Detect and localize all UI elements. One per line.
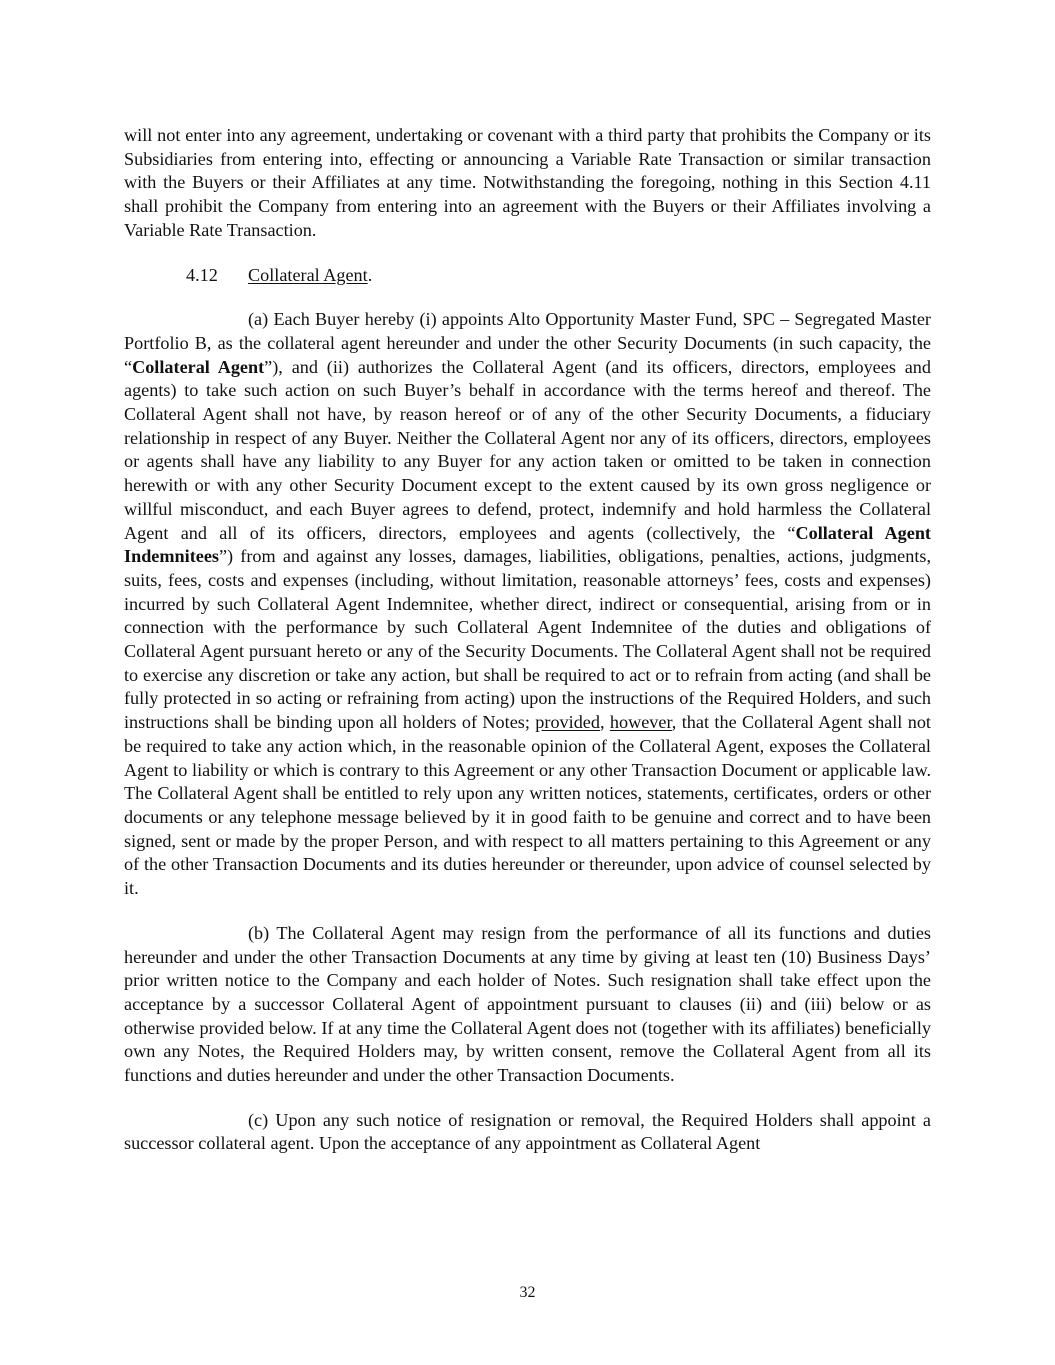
paragraph-continuation: will not enter into any agreement, undertaking or covenant with a third party that prohibits the Company or its Subsidiaries from entering into, effecting or announcing a Variable Rate Transaction or similar transaction with the Buyers or their Affiliates at any time. Notwithstanding the foregoing, nothing in this Section 4.11 shall prohibit the Company from entering into an agreement with the Buyers or their Affiliates involving a Variable Rate Transaction. [124, 125, 931, 240]
document-page [124, 124, 931, 1177]
paragraph-a-text-1: (a) Each Buyer hereby (i) appoints Alto Opportunity Master Fund, SPC – Segregated Master Portfolio B, as the collateral agent hereunder and under the other Security Documents (in such capacity, the “ [124, 309, 931, 377]
paragraph-c: (c) Upon any such notice of resignation or removal, the Required Holders shall appoint a successor collateral agent. Upon the acceptance of any appointment as Collateral Agent [124, 1109, 931, 1154]
paragraph-a [124, 308, 931, 901]
defined-term-collateral-agent-indemnitees: Collateral Agent Indemnitees [124, 522, 931, 567]
paragraph-a-text-3: ”) from and against any losses, damages, liabilities, obligations, penalties, actions, judgments, suits, fees, costs and expenses (including, without limitation, reasonable attorneys’ fees, costs and expenses) incurred by such Collateral Agent Indemnitee, whether direct, indirect or consequential, arising from or in connection with the performance by such Collateral Agent Indemnitee of the duties and obligations of Collateral Agent pursuant hereto or any of the Security Documents. The Collateral Agent shall not be required to exercise any discretion or take any action, but shall be required to act or to refrain from acting (and shall be fully protected in so acting or refraining from acting) upon the instructions of the Required Holders, and such instructions shall be binding upon all holders of Notes; [124, 546, 931, 733]
section-title-period: . [367, 264, 373, 285]
underlined-however: however [609, 712, 672, 733]
paragraph-b: (b) The Collateral Agent may resign from the performance of all its functions and duties hereunder and under the other Transaction Documents at any time by giving at least ten (10) Business Days’ prior written notice to the Company and each holder of Notes. Such resignation shall take effect upon the acceptance by a successor Collateral Agent of appointment pursuant to clauses (ii) and (iii) below or as otherwise provided below. If at any time the Collateral Agent does not (together with its affiliates) beneficially own any Notes, the Required Holders may, by written consent, remove the Collateral Agent from all its functions and duties hereunder and under the other Transaction Documents. [124, 922, 931, 1086]
defined-term-collateral-agent: Collateral Agent [132, 356, 265, 377]
section-heading [124, 264, 931, 288]
paragraph-a-comma: , [599, 712, 610, 733]
paragraph-a-text-4: , that the Collateral Agent shall not be required to take any action which, in the reasonable opinion of the Collateral Agent, exposes the Collateral Agent to liability or which is contrary to this Agreement or any other Transaction Document or applicable law. The Collateral Agent shall be entitled to rely upon any written notices, statements, certificates, orders or other documents or any telephone message believed by it in good faith to be genuine and correct and to have been signed, sent or made by the proper Person, and with respect to all matters pertaining to this Agreement or any of the other Transaction Documents and its duties hereunder or thereunder, upon advice of counsel selected by it. [124, 712, 931, 899]
underlined-provided: provided [535, 712, 600, 733]
section-title: Collateral Agent [248, 264, 368, 285]
section-number: 4.12 [186, 264, 218, 285]
page-number: 32 [519, 1284, 536, 1301]
paragraph-a-text-2: ”), and (ii) authorizes the Collateral Agent (and its officers, directors, employees and agents) to take such action on such Buyer’s behalf in accordance with the terms hereof and thereof. The Collateral Agent shall not have, by reason hereof or of any of the other Security Documents, a fiduciary relationship in respect of any Buyer. Neither the Collateral Agent nor any of its officers, directors, employees or agents shall have any liability to any Buyer for any action taken or omitted to be taken in connection herewith or with any other Security Document except to the extent caused by its own gross negligence or willful misconduct, and each Buyer agrees to defend, protect, indemnify and hold harmless the Collateral Agent and all of its officers, directors, employees and agents (collectively, the “ [124, 356, 931, 543]
